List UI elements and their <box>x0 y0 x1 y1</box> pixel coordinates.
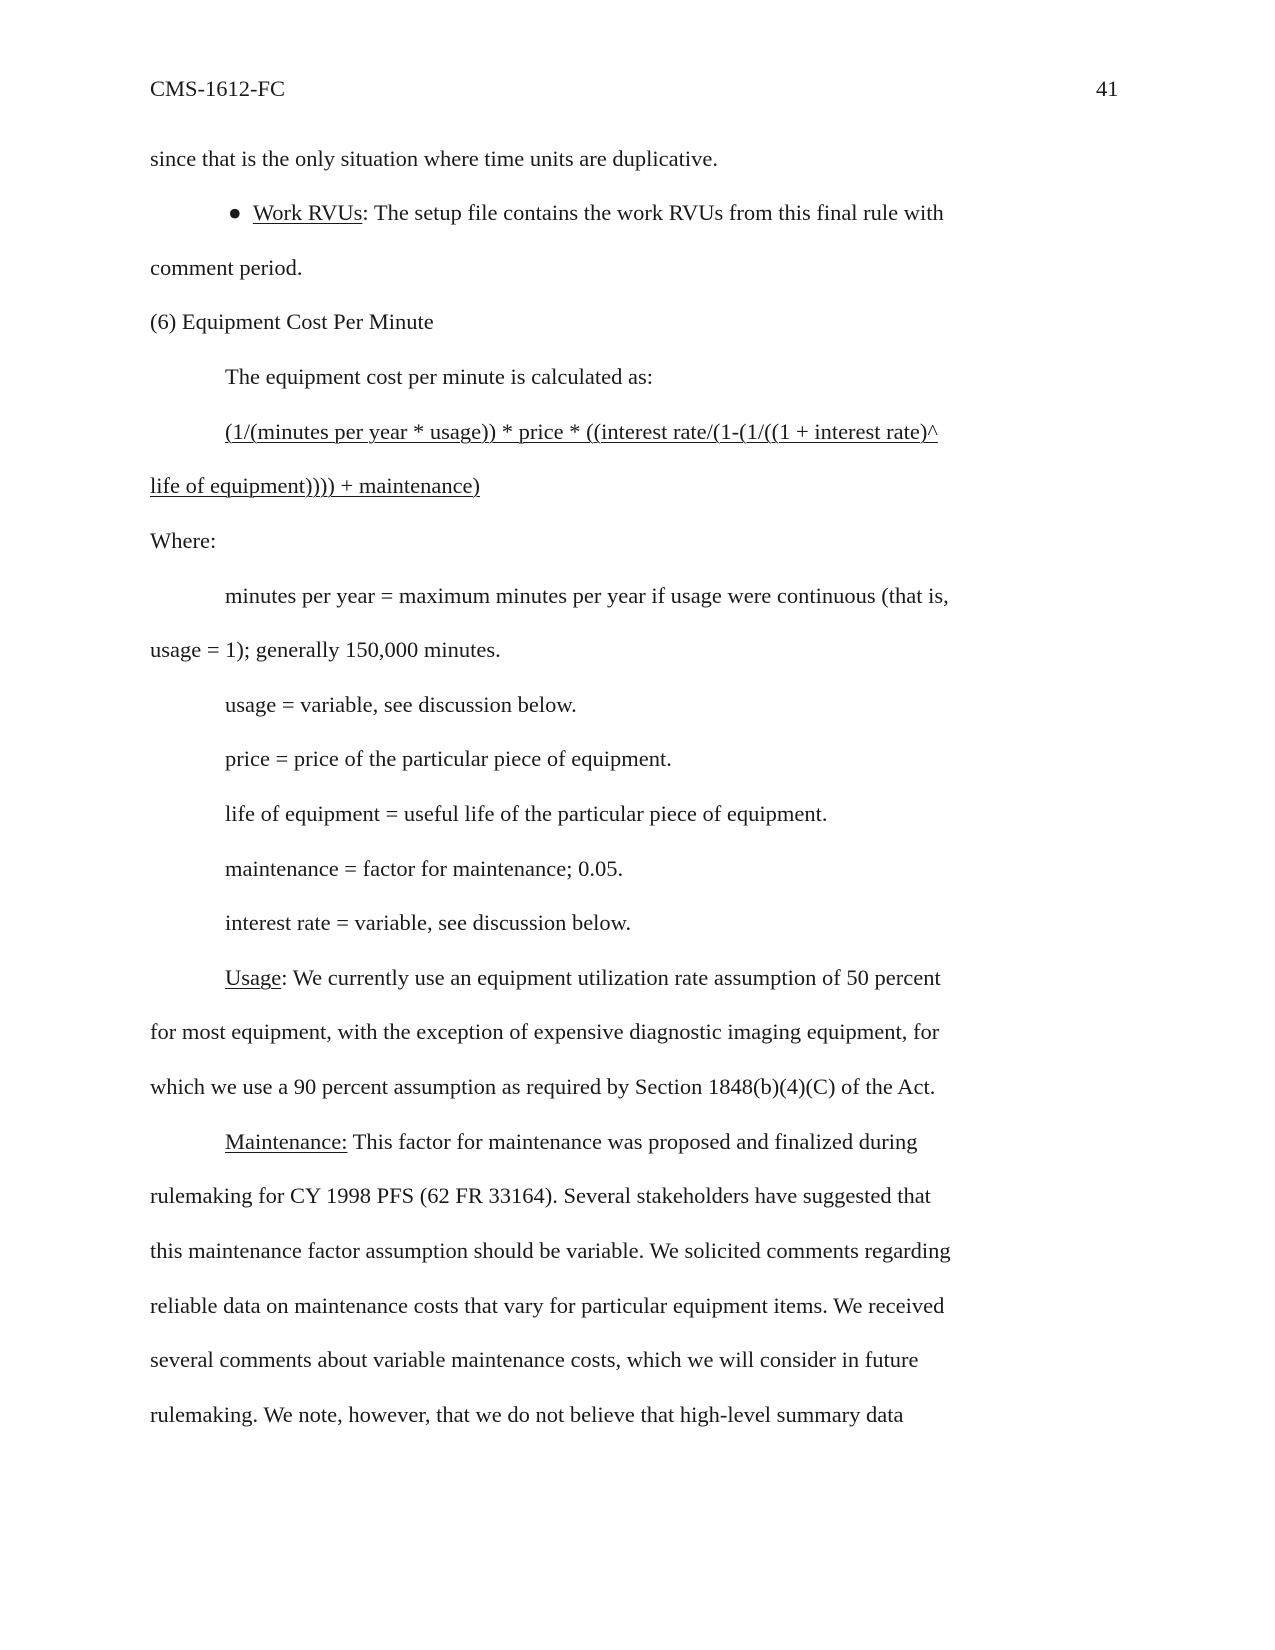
body-line: rulemaking. We note, however, that we do not believe that high-level summary data <box>150 1402 904 1427</box>
body-line: rulemaking for CY 1998 PFS (62 FR 33164). Several stakeholders have suggested that <box>150 1183 931 1208</box>
formula-line: life of equipment)))) + maintenance) <box>150 473 481 498</box>
bullet-icon: ● <box>228 200 242 225</box>
body-line: The equipment cost per minute is calculated as: <box>225 364 653 389</box>
body-line: several comments about variable maintenance costs, which we will consider in future <box>150 1347 919 1372</box>
document-id: CMS-1612-FC <box>150 76 286 101</box>
body-text: This factor for maintenance was proposed and finalized during <box>347 1129 918 1154</box>
maintenance-paragraph-start <box>225 1127 917 1157</box>
formula-line: (1/(minutes per year * usage)) * price * ((interest rate/(1-(1/((1 + interest rate)^ <box>225 419 938 444</box>
body-line: reliable data on maintenance costs that vary for particular equipment items. We received <box>150 1293 945 1318</box>
definition-line: price = price of the particular piece of equipment. <box>225 746 672 771</box>
bullet-item-work-rvus <box>228 198 944 228</box>
term-maintenance: Maintenance: <box>225 1129 348 1154</box>
definition-line: usage = 1); generally 150,000 minutes. <box>150 637 501 662</box>
body-line: since that is the only situation where time units are duplicative. <box>150 146 718 171</box>
body-text: : We currently use an equipment utilization rate assumption of 50 percent <box>281 965 941 990</box>
body-line: for most equipment, with the exception of expensive diagnostic imaging equipment, for <box>150 1019 940 1044</box>
usage-paragraph-start <box>225 963 941 993</box>
definition-line: usage = variable, see discussion below. <box>225 692 577 717</box>
section-heading: (6) Equipment Cost Per Minute <box>150 309 434 334</box>
body-text: : The setup file contains the work RVUs from this final rule with <box>362 200 944 225</box>
definition-line: maintenance = factor for maintenance; 0.05. <box>225 856 624 881</box>
term-usage: Usage <box>225 965 282 990</box>
body-line: which we use a 90 percent assumption as required by Section 1848(b)(4)(C) of the Act. <box>150 1074 936 1099</box>
body-line: comment period. <box>150 255 303 280</box>
term-work-rvus: Work RVUs <box>252 200 363 225</box>
page-number: 41 <box>1096 76 1119 101</box>
definition-line: life of equipment = useful life of the particular piece of equipment. <box>225 801 828 826</box>
body-line: this maintenance factor assumption should be variable. We solicited comments regarding <box>150 1238 951 1263</box>
definition-line: minutes per year = maximum minutes per year if usage were continuous (that is, <box>225 583 949 608</box>
where-label: Where: <box>150 528 217 553</box>
definition-line: interest rate = variable, see discussion below. <box>225 910 632 935</box>
